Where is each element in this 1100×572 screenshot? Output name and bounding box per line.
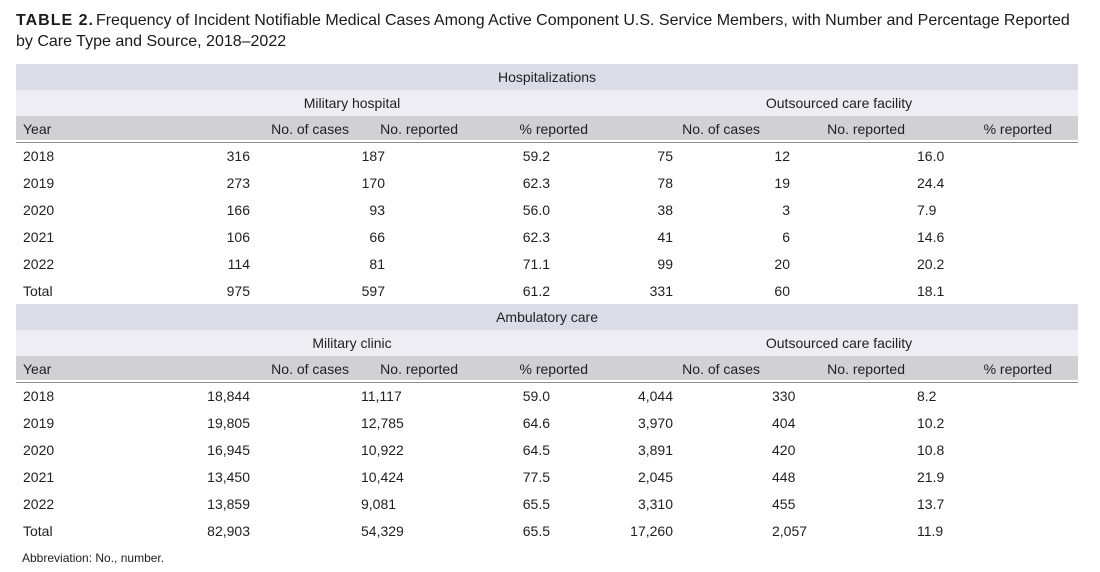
cases-mil-cell: 975	[104, 277, 361, 304]
table-row-total	[16, 277, 1078, 304]
cases-out-cell: 2,045	[600, 463, 772, 490]
reported-out-cell: 448	[772, 463, 917, 490]
reported-column-header: No. reported	[361, 356, 470, 382]
spacer-cell	[16, 90, 104, 116]
year-cell: 2020	[16, 196, 104, 223]
reported-out-cell: 19	[772, 169, 917, 196]
pct-mil-cell: 62.3	[470, 223, 600, 250]
cases-out-cell: 4,044	[600, 382, 772, 409]
cases-out-cell: 99	[600, 250, 772, 277]
pct-out-cell: 20.2	[917, 250, 1078, 277]
cases-out-cell: 38	[600, 196, 772, 223]
pct-out-cell: 7.9	[917, 196, 1078, 223]
year-cell: 2022	[16, 250, 104, 277]
right-group-header: Outsourced care facility	[600, 330, 1078, 356]
cases-out-cell: 17,260	[600, 517, 772, 544]
pct-column-header: % reported	[470, 116, 600, 142]
pct-mil-cell: 65.5	[470, 517, 600, 544]
pct-mil-cell: 61.2	[470, 277, 600, 304]
reported-out-cell: 420	[772, 436, 917, 463]
reported-mil-cell: 12,785	[361, 409, 470, 436]
pct-mil-cell: 62.3	[470, 169, 600, 196]
table-row	[16, 382, 1078, 409]
reported-mil-cell: 10,424	[361, 463, 470, 490]
reported-out-cell: 3	[772, 196, 917, 223]
table-row	[16, 409, 1078, 436]
cases-mil-cell: 16,945	[104, 436, 361, 463]
table-row	[16, 169, 1078, 196]
table-row	[16, 436, 1078, 463]
incidence-table	[16, 64, 1078, 544]
reported-out-cell: 20	[772, 250, 917, 277]
table-row	[16, 250, 1078, 277]
cases-out-cell: 3,891	[600, 436, 772, 463]
cases-column-header: No. of cases	[104, 116, 361, 142]
pct-mil-cell: 77.5	[470, 463, 600, 490]
reported-out-cell: 330	[772, 382, 917, 409]
table-row	[16, 196, 1078, 223]
pct-mil-cell: 71.1	[470, 250, 600, 277]
pct-mil-cell: 65.5	[470, 490, 600, 517]
pct-mil-cell: 59.2	[470, 142, 600, 169]
year-cell: 2021	[16, 463, 104, 490]
reported-out-cell: 2,057	[772, 517, 917, 544]
reported-column-header: No. reported	[361, 116, 470, 142]
pct-out-cell: 11.9	[917, 517, 1078, 544]
year-cell: 2018	[16, 382, 104, 409]
cases-mil-cell: 13,450	[104, 463, 361, 490]
section-header-row	[16, 64, 1078, 90]
reported-mil-cell: 170	[361, 169, 470, 196]
cases-mil-cell: 18,844	[104, 382, 361, 409]
cases-out-cell: 331	[600, 277, 772, 304]
year-cell: 2019	[16, 169, 104, 196]
reported-column-header: No. reported	[772, 356, 917, 382]
cases-out-cell: 41	[600, 223, 772, 250]
reported-mil-cell: 597	[361, 277, 470, 304]
table-row	[16, 142, 1078, 169]
cases-out-cell: 3,970	[600, 409, 772, 436]
year-column-header: Year	[16, 356, 104, 382]
pct-column-header: % reported	[917, 116, 1078, 142]
year-cell: 2022	[16, 490, 104, 517]
pct-out-cell: 8.2	[917, 382, 1078, 409]
reported-out-cell: 455	[772, 490, 917, 517]
cases-column-header: No. of cases	[600, 356, 772, 382]
table-number-label: TABLE 2.	[16, 12, 94, 29]
spacer-cell	[16, 330, 104, 356]
pct-out-cell: 21.9	[917, 463, 1078, 490]
table-row	[16, 490, 1078, 517]
column-header-row	[16, 116, 1078, 142]
cases-out-cell: 3,310	[600, 490, 772, 517]
reported-mil-cell: 11,117	[361, 382, 470, 409]
pct-column-header: % reported	[917, 356, 1078, 382]
reported-mil-cell: 93	[361, 196, 470, 223]
year-cell: 2018	[16, 142, 104, 169]
group-header-row	[16, 330, 1078, 356]
cases-out-cell: 78	[600, 169, 772, 196]
cases-mil-cell: 19,805	[104, 409, 361, 436]
reported-mil-cell: 81	[361, 250, 470, 277]
cases-mil-cell: 82,903	[104, 517, 361, 544]
reported-mil-cell: 9,081	[361, 490, 470, 517]
pct-out-cell: 16.0	[917, 142, 1078, 169]
reported-mil-cell: 66	[361, 223, 470, 250]
pct-mil-cell: 64.5	[470, 436, 600, 463]
table-title	[16, 10, 1084, 52]
reported-mil-cell: 187	[361, 142, 470, 169]
section-title: Hospitalizations	[16, 64, 1078, 90]
table-row	[16, 463, 1078, 490]
cases-out-cell: 75	[600, 142, 772, 169]
reported-mil-cell: 54,329	[361, 517, 470, 544]
year-cell: 2019	[16, 409, 104, 436]
pct-out-cell: 10.8	[917, 436, 1078, 463]
reported-column-header: No. reported	[772, 116, 917, 142]
year-cell: 2021	[16, 223, 104, 250]
table-row-total	[16, 517, 1078, 544]
reported-out-cell: 404	[772, 409, 917, 436]
reported-mil-cell: 10,922	[361, 436, 470, 463]
reported-out-cell: 12	[772, 142, 917, 169]
cases-mil-cell: 316	[104, 142, 361, 169]
year-cell: Total	[16, 277, 104, 304]
pct-out-cell: 10.2	[917, 409, 1078, 436]
year-cell: Total	[16, 517, 104, 544]
cases-column-header: No. of cases	[104, 356, 361, 382]
left-group-header: Military hospital	[104, 90, 600, 116]
table-title-text: Frequency of Incident Notifiable Medical Cases Among Active Component U.S. Service Members, with Number and Percentage Reported by Care Type and Source, 2018–2022	[16, 12, 1070, 50]
pct-mil-cell: 64.6	[470, 409, 600, 436]
pct-out-cell: 18.1	[917, 277, 1078, 304]
pct-out-cell: 14.6	[917, 223, 1078, 250]
cases-mil-cell: 114	[104, 250, 361, 277]
section-header-row	[16, 304, 1078, 330]
left-group-header: Military clinic	[104, 330, 600, 356]
reported-out-cell: 6	[772, 223, 917, 250]
cases-mil-cell: 273	[104, 169, 361, 196]
cases-mil-cell: 13,859	[104, 490, 361, 517]
right-group-header: Outsourced care facility	[600, 90, 1078, 116]
pct-out-cell: 24.4	[917, 169, 1078, 196]
cases-mil-cell: 166	[104, 196, 361, 223]
section-title: Ambulatory care	[16, 304, 1078, 330]
cases-mil-cell: 106	[104, 223, 361, 250]
group-header-row	[16, 90, 1078, 116]
pct-out-cell: 13.7	[917, 490, 1078, 517]
reported-out-cell: 60	[772, 277, 917, 304]
year-cell: 2020	[16, 436, 104, 463]
pct-column-header: % reported	[470, 356, 600, 382]
cases-column-header: No. of cases	[600, 116, 772, 142]
table-row	[16, 223, 1078, 250]
column-header-row	[16, 356, 1078, 382]
pct-mil-cell: 56.0	[470, 196, 600, 223]
abbreviation-note: Abbreviation: No., number.	[22, 551, 165, 565]
year-column-header: Year	[16, 116, 104, 142]
pct-mil-cell: 59.0	[470, 382, 600, 409]
